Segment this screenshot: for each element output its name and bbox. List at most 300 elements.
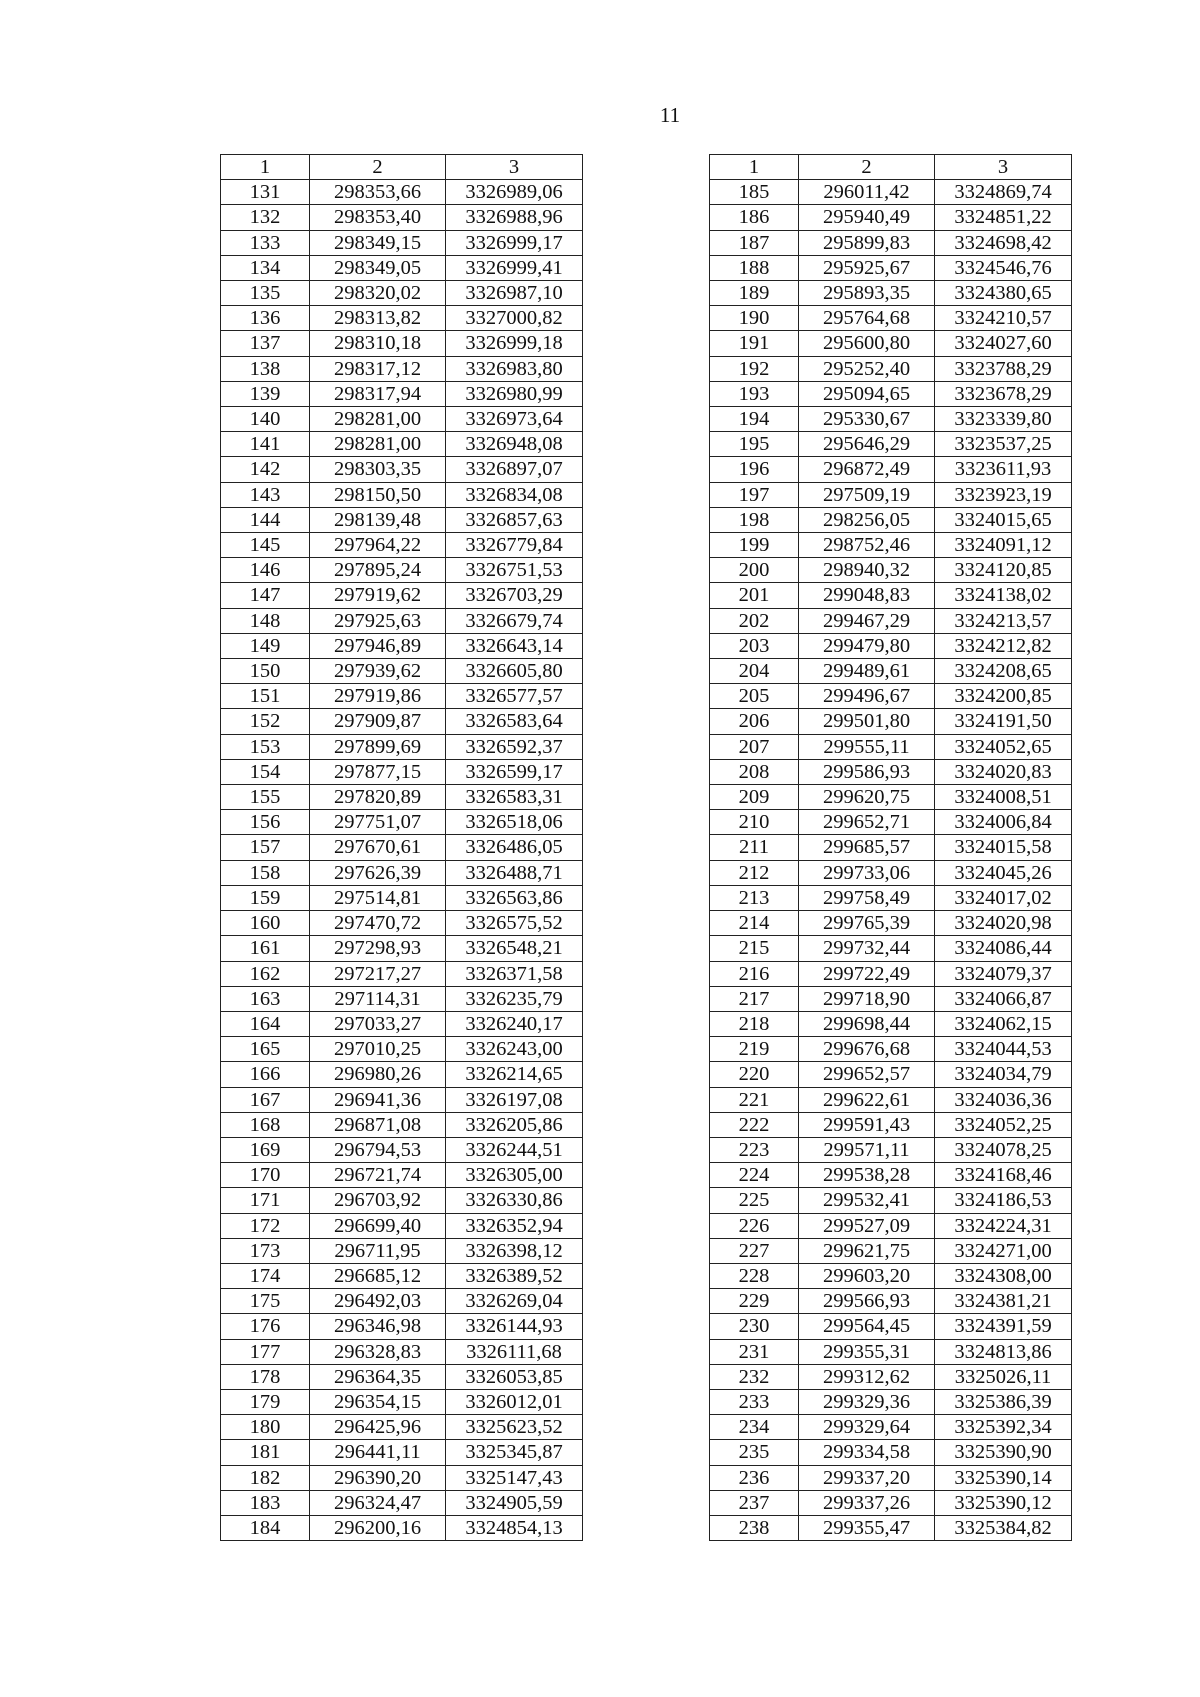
point-number-cell: 141 [221, 432, 310, 457]
coordinate-y-cell: 3326330,86 [446, 1188, 583, 1213]
table-row [221, 381, 583, 406]
coordinate-x-cell: 299698,44 [799, 1011, 935, 1036]
table-row [710, 281, 1072, 306]
point-number-cell: 202 [710, 608, 799, 633]
table-row [710, 1339, 1072, 1364]
coordinate-y-cell: 3323788,29 [935, 356, 1072, 381]
point-number-cell: 182 [221, 1465, 310, 1490]
coordinate-x-cell: 296441,11 [310, 1440, 446, 1465]
point-number-cell: 136 [221, 306, 310, 331]
table-row [710, 608, 1072, 633]
table-row [221, 407, 583, 432]
table-row [221, 507, 583, 532]
point-number-cell: 172 [221, 1213, 310, 1238]
coordinate-x-cell: 298281,00 [310, 407, 446, 432]
point-number-cell: 195 [710, 432, 799, 457]
point-number-cell: 233 [710, 1389, 799, 1414]
point-number-cell: 146 [221, 558, 310, 583]
coordinate-x-cell: 299732,44 [799, 936, 935, 961]
coordinate-y-cell: 3324213,57 [935, 608, 1072, 633]
point-number-cell: 217 [710, 986, 799, 1011]
coordinate-y-cell: 3326999,17 [446, 230, 583, 255]
point-number-cell: 179 [221, 1389, 310, 1414]
table-row [221, 1011, 583, 1036]
coordinate-x-cell: 296685,12 [310, 1263, 446, 1288]
point-number-cell: 154 [221, 759, 310, 784]
coordinate-y-cell: 3324168,46 [935, 1163, 1072, 1188]
coordinate-y-cell: 3326243,00 [446, 1037, 583, 1062]
coordinate-y-cell: 3326599,17 [446, 759, 583, 784]
coordinate-x-cell: 297939,62 [310, 659, 446, 684]
coordinate-x-cell: 299733,06 [799, 860, 935, 885]
table-row [221, 1163, 583, 1188]
table-row [221, 432, 583, 457]
point-number-cell: 221 [710, 1087, 799, 1112]
coordinate-y-cell: 3325390,14 [935, 1465, 1072, 1490]
table-row [710, 709, 1072, 734]
coordinate-y-cell: 3326398,12 [446, 1238, 583, 1263]
coordinate-y-cell: 3326197,08 [446, 1087, 583, 1112]
coordinate-x-cell: 299622,61 [799, 1087, 935, 1112]
table-row [221, 1389, 583, 1414]
table-row [710, 961, 1072, 986]
coordinate-x-cell: 297925,63 [310, 608, 446, 633]
table-row [710, 583, 1072, 608]
point-number-cell: 185 [710, 180, 799, 205]
point-number-cell: 163 [221, 986, 310, 1011]
coordinate-x-cell: 296492,03 [310, 1289, 446, 1314]
point-number-cell: 232 [710, 1364, 799, 1389]
coordinate-y-cell: 3324208,65 [935, 659, 1072, 684]
point-number-cell: 197 [710, 482, 799, 507]
table-row [221, 936, 583, 961]
point-number-cell: 170 [221, 1163, 310, 1188]
coordinate-y-cell: 3326980,99 [446, 381, 583, 406]
coordinate-x-cell: 298317,12 [310, 356, 446, 381]
coordinate-y-cell: 3326679,74 [446, 608, 583, 633]
coordinate-x-cell: 299566,93 [799, 1289, 935, 1314]
point-number-cell: 139 [221, 381, 310, 406]
coordinate-x-cell: 299329,36 [799, 1389, 935, 1414]
point-number-cell: 152 [221, 709, 310, 734]
table-row [710, 482, 1072, 507]
point-number-cell: 153 [221, 734, 310, 759]
point-number-cell: 148 [221, 608, 310, 633]
coordinate-x-cell: 297670,61 [310, 835, 446, 860]
table-row [221, 684, 583, 709]
coordinates-table-right [709, 154, 1072, 1541]
point-number-cell: 201 [710, 583, 799, 608]
point-number-cell: 214 [710, 911, 799, 936]
table-row [221, 961, 583, 986]
coordinate-y-cell: 3326548,21 [446, 936, 583, 961]
coordinate-x-cell: 297919,62 [310, 583, 446, 608]
table-row [710, 255, 1072, 280]
point-number-cell: 199 [710, 533, 799, 558]
table-row [710, 1490, 1072, 1515]
coordinate-y-cell: 3325345,87 [446, 1440, 583, 1465]
table-row [710, 306, 1072, 331]
point-number-cell: 238 [710, 1515, 799, 1540]
table-row [221, 255, 583, 280]
coordinate-y-cell: 3325386,39 [935, 1389, 1072, 1414]
coordinate-x-cell: 299527,09 [799, 1213, 935, 1238]
table-row [710, 1364, 1072, 1389]
table-row [710, 785, 1072, 810]
coordinate-x-cell: 299048,83 [799, 583, 935, 608]
coordinate-y-cell: 3324079,37 [935, 961, 1072, 986]
table-row [221, 230, 583, 255]
point-number-cell: 177 [221, 1339, 310, 1364]
point-number-cell: 157 [221, 835, 310, 860]
coordinate-y-cell: 3326948,08 [446, 432, 583, 457]
coordinate-x-cell: 296390,20 [310, 1465, 446, 1490]
coordinate-y-cell: 3324186,53 [935, 1188, 1072, 1213]
table-row [221, 1314, 583, 1339]
coordinate-x-cell: 299652,57 [799, 1062, 935, 1087]
coordinate-x-cell: 296872,49 [799, 457, 935, 482]
table-row [710, 1314, 1072, 1339]
point-number-cell: 206 [710, 709, 799, 734]
coordinate-x-cell: 299620,75 [799, 785, 935, 810]
coordinate-y-cell: 3326389,52 [446, 1263, 583, 1288]
coordinate-x-cell: 299479,80 [799, 633, 935, 658]
coordinate-y-cell: 3326305,00 [446, 1163, 583, 1188]
coordinate-y-cell: 3326269,04 [446, 1289, 583, 1314]
table-row [221, 709, 583, 734]
coordinate-x-cell: 299337,26 [799, 1490, 935, 1515]
coordinate-x-cell: 299337,20 [799, 1465, 935, 1490]
coordinate-x-cell: 299676,68 [799, 1037, 935, 1062]
coordinate-x-cell: 296794,53 [310, 1137, 446, 1162]
point-number-cell: 198 [710, 507, 799, 532]
table-row [221, 457, 583, 482]
coordinate-y-cell: 3326563,86 [446, 885, 583, 910]
point-number-cell: 174 [221, 1263, 310, 1288]
coordinate-x-cell: 299564,45 [799, 1314, 935, 1339]
coordinate-x-cell: 295252,40 [799, 356, 935, 381]
point-number-cell: 188 [710, 255, 799, 280]
coordinate-y-cell: 3326988,96 [446, 205, 583, 230]
coordinate-y-cell: 3324034,79 [935, 1062, 1072, 1087]
table-row [221, 1289, 583, 1314]
coordinate-x-cell: 299489,61 [799, 659, 935, 684]
point-number-cell: 226 [710, 1213, 799, 1238]
coordinate-x-cell: 296425,96 [310, 1415, 446, 1440]
table-row [221, 558, 583, 583]
coordinate-x-cell: 295646,29 [799, 432, 935, 457]
table-row [710, 1037, 1072, 1062]
point-number-cell: 150 [221, 659, 310, 684]
point-number-cell: 134 [221, 255, 310, 280]
coordinate-y-cell: 3324036,36 [935, 1087, 1072, 1112]
coordinate-y-cell: 3326592,37 [446, 734, 583, 759]
point-number-cell: 207 [710, 734, 799, 759]
table-row [710, 1415, 1072, 1440]
table-row [221, 1465, 583, 1490]
point-number-cell: 164 [221, 1011, 310, 1036]
coordinate-x-cell: 297010,25 [310, 1037, 446, 1062]
point-number-cell: 166 [221, 1062, 310, 1087]
coordinate-x-cell: 296721,74 [310, 1163, 446, 1188]
point-number-cell: 158 [221, 860, 310, 885]
coordinate-x-cell: 297895,24 [310, 558, 446, 583]
coordinate-y-cell: 3324546,76 [935, 255, 1072, 280]
point-number-cell: 191 [710, 331, 799, 356]
table-row [710, 659, 1072, 684]
point-number-cell: 205 [710, 684, 799, 709]
coordinate-x-cell: 298940,32 [799, 558, 935, 583]
table-row [710, 230, 1072, 255]
table-row [221, 1415, 583, 1440]
header-col-2: 2 [799, 155, 935, 180]
coordinate-y-cell: 3326371,58 [446, 961, 583, 986]
point-number-cell: 186 [710, 205, 799, 230]
coordinate-x-cell: 297919,86 [310, 684, 446, 709]
point-number-cell: 224 [710, 1163, 799, 1188]
coordinate-y-cell: 3324813,86 [935, 1339, 1072, 1364]
coordinate-y-cell: 3324086,44 [935, 936, 1072, 961]
coordinate-x-cell: 299758,49 [799, 885, 935, 910]
table-row [221, 1062, 583, 1087]
point-number-cell: 169 [221, 1137, 310, 1162]
coordinate-y-cell: 3326240,17 [446, 1011, 583, 1036]
point-number-cell: 193 [710, 381, 799, 406]
coordinate-x-cell: 299586,93 [799, 759, 935, 784]
coordinate-x-cell: 298317,94 [310, 381, 446, 406]
table-row [710, 407, 1072, 432]
coordinate-y-cell: 3326583,64 [446, 709, 583, 734]
coordinate-x-cell: 297909,87 [310, 709, 446, 734]
table-row [710, 810, 1072, 835]
coordinate-y-cell: 3324380,65 [935, 281, 1072, 306]
point-number-cell: 176 [221, 1314, 310, 1339]
table-row [710, 885, 1072, 910]
point-number-cell: 132 [221, 205, 310, 230]
point-number-cell: 162 [221, 961, 310, 986]
point-number-cell: 230 [710, 1314, 799, 1339]
point-number-cell: 194 [710, 407, 799, 432]
table-row [710, 1188, 1072, 1213]
table-row [221, 583, 583, 608]
point-number-cell: 219 [710, 1037, 799, 1062]
point-number-cell: 142 [221, 457, 310, 482]
coordinate-y-cell: 3326779,84 [446, 533, 583, 558]
coordinate-y-cell: 3326983,80 [446, 356, 583, 381]
coordinate-x-cell: 297217,27 [310, 961, 446, 986]
coordinate-x-cell: 297514,81 [310, 885, 446, 910]
table-row [710, 558, 1072, 583]
coordinate-y-cell: 3326989,06 [446, 180, 583, 205]
coordinate-y-cell: 3326053,85 [446, 1364, 583, 1389]
point-number-cell: 225 [710, 1188, 799, 1213]
coordinate-y-cell: 3324191,50 [935, 709, 1072, 734]
table-row [221, 306, 583, 331]
point-number-cell: 216 [710, 961, 799, 986]
point-number-cell: 161 [221, 936, 310, 961]
table-row [221, 331, 583, 356]
coordinate-x-cell: 297751,07 [310, 810, 446, 835]
coordinate-x-cell: 296871,08 [310, 1112, 446, 1137]
coordinate-x-cell: 296324,47 [310, 1490, 446, 1515]
coordinate-y-cell: 3326973,64 [446, 407, 583, 432]
coordinate-x-cell: 297626,39 [310, 860, 446, 885]
point-number-cell: 159 [221, 885, 310, 910]
coordinate-x-cell: 299765,39 [799, 911, 935, 936]
table-row [710, 1389, 1072, 1414]
coordinate-x-cell: 299312,62 [799, 1364, 935, 1389]
coordinate-y-cell: 3326999,41 [446, 255, 583, 280]
coordinate-y-cell: 3325026,11 [935, 1364, 1072, 1389]
coordinate-y-cell: 3324851,22 [935, 205, 1072, 230]
coordinate-y-cell: 3326235,79 [446, 986, 583, 1011]
point-number-cell: 165 [221, 1037, 310, 1062]
table-row [710, 1440, 1072, 1465]
table-row [221, 885, 583, 910]
point-number-cell: 138 [221, 356, 310, 381]
coordinate-y-cell: 3326352,94 [446, 1213, 583, 1238]
coordinate-y-cell: 3324006,84 [935, 810, 1072, 835]
point-number-cell: 183 [221, 1490, 310, 1515]
table-row [221, 1213, 583, 1238]
table-row [221, 810, 583, 835]
coordinate-y-cell: 3326857,63 [446, 507, 583, 532]
coordinate-x-cell: 296328,83 [310, 1339, 446, 1364]
coordinate-y-cell: 3326111,68 [446, 1339, 583, 1364]
coordinate-x-cell: 296200,16 [310, 1515, 446, 1540]
coordinate-y-cell: 3324210,57 [935, 306, 1072, 331]
table-row [710, 331, 1072, 356]
coordinate-x-cell: 295899,83 [799, 230, 935, 255]
coordinate-x-cell: 299496,67 [799, 684, 935, 709]
coordinate-y-cell: 3326012,01 [446, 1389, 583, 1414]
point-number-cell: 173 [221, 1238, 310, 1263]
coordinate-y-cell: 3326897,07 [446, 457, 583, 482]
coordinate-y-cell: 3326214,65 [446, 1062, 583, 1087]
coordinate-x-cell: 299685,57 [799, 835, 935, 860]
coordinate-x-cell: 296011,42 [799, 180, 935, 205]
table-row [221, 835, 583, 860]
coordinate-y-cell: 3324020,83 [935, 759, 1072, 784]
table-row [221, 356, 583, 381]
coordinate-y-cell: 3323678,29 [935, 381, 1072, 406]
coordinate-x-cell: 295925,67 [799, 255, 935, 280]
coordinate-x-cell: 298353,40 [310, 205, 446, 230]
coordinate-y-cell: 3324008,51 [935, 785, 1072, 810]
coordinate-x-cell: 299555,11 [799, 734, 935, 759]
point-number-cell: 212 [710, 860, 799, 885]
point-number-cell: 167 [221, 1087, 310, 1112]
coordinate-x-cell: 296346,98 [310, 1314, 446, 1339]
coordinate-x-cell: 298139,48 [310, 507, 446, 532]
coordinate-y-cell: 3326205,86 [446, 1112, 583, 1137]
coordinate-y-cell: 3326575,52 [446, 911, 583, 936]
coordinate-x-cell: 295094,65 [799, 381, 935, 406]
coordinate-y-cell: 3324044,53 [935, 1037, 1072, 1062]
point-number-cell: 231 [710, 1339, 799, 1364]
coordinate-x-cell: 295600,80 [799, 331, 935, 356]
point-number-cell: 145 [221, 533, 310, 558]
coordinate-y-cell: 3324091,12 [935, 533, 1072, 558]
coordinate-y-cell: 3327000,82 [446, 306, 583, 331]
coordinate-x-cell: 297820,89 [310, 785, 446, 810]
coordinate-x-cell: 297877,15 [310, 759, 446, 784]
header-col-3: 3 [446, 155, 583, 180]
coordinate-x-cell: 299722,49 [799, 961, 935, 986]
table-row [221, 281, 583, 306]
table-row [710, 180, 1072, 205]
coordinate-x-cell: 295764,68 [799, 306, 935, 331]
table-row [710, 533, 1072, 558]
coordinate-y-cell: 3325147,43 [446, 1465, 583, 1490]
coordinate-x-cell: 295893,35 [799, 281, 935, 306]
coordinate-x-cell: 297509,19 [799, 482, 935, 507]
table-row [710, 1515, 1072, 1540]
table-row [710, 1163, 1072, 1188]
table-row [221, 1490, 583, 1515]
table-row [221, 659, 583, 684]
table-row [221, 1087, 583, 1112]
point-number-cell: 160 [221, 911, 310, 936]
table-row [710, 911, 1072, 936]
table-row [221, 911, 583, 936]
point-number-cell: 137 [221, 331, 310, 356]
table-row [710, 1213, 1072, 1238]
coordinate-x-cell: 299652,71 [799, 810, 935, 835]
coordinate-x-cell: 297033,27 [310, 1011, 446, 1036]
coordinate-x-cell: 297470,72 [310, 911, 446, 936]
coordinate-x-cell: 299355,31 [799, 1339, 935, 1364]
point-number-cell: 178 [221, 1364, 310, 1389]
table-row [710, 1289, 1072, 1314]
point-number-cell: 223 [710, 1137, 799, 1162]
coordinate-x-cell: 298256,05 [799, 507, 935, 532]
table-row [710, 986, 1072, 1011]
page-number: 11 [659, 103, 681, 127]
table-row [710, 1062, 1072, 1087]
coordinate-x-cell: 296699,40 [310, 1213, 446, 1238]
coordinate-y-cell: 3324212,82 [935, 633, 1072, 658]
header-col-2: 2 [310, 155, 446, 180]
point-number-cell: 235 [710, 1440, 799, 1465]
point-number-cell: 200 [710, 558, 799, 583]
coordinate-y-cell: 3323923,19 [935, 482, 1072, 507]
coordinate-y-cell: 3324045,26 [935, 860, 1072, 885]
coordinate-y-cell: 3324020,98 [935, 911, 1072, 936]
coordinate-x-cell: 299621,75 [799, 1238, 935, 1263]
coordinate-x-cell: 299718,90 [799, 986, 935, 1011]
point-number-cell: 133 [221, 230, 310, 255]
point-number-cell: 227 [710, 1238, 799, 1263]
point-number-cell: 213 [710, 885, 799, 910]
point-number-cell: 156 [221, 810, 310, 835]
point-number-cell: 196 [710, 457, 799, 482]
point-number-cell: 155 [221, 785, 310, 810]
table-row [221, 608, 583, 633]
point-number-cell: 215 [710, 936, 799, 961]
table-row [710, 381, 1072, 406]
point-number-cell: 171 [221, 1188, 310, 1213]
table-row [710, 1112, 1072, 1137]
point-number-cell: 151 [221, 684, 310, 709]
coordinate-x-cell: 298320,02 [310, 281, 446, 306]
point-number-cell: 218 [710, 1011, 799, 1036]
point-number-cell: 168 [221, 1112, 310, 1137]
point-number-cell: 210 [710, 810, 799, 835]
point-number-cell: 222 [710, 1112, 799, 1137]
coordinate-y-cell: 3326605,80 [446, 659, 583, 684]
coordinate-y-cell: 3326703,29 [446, 583, 583, 608]
